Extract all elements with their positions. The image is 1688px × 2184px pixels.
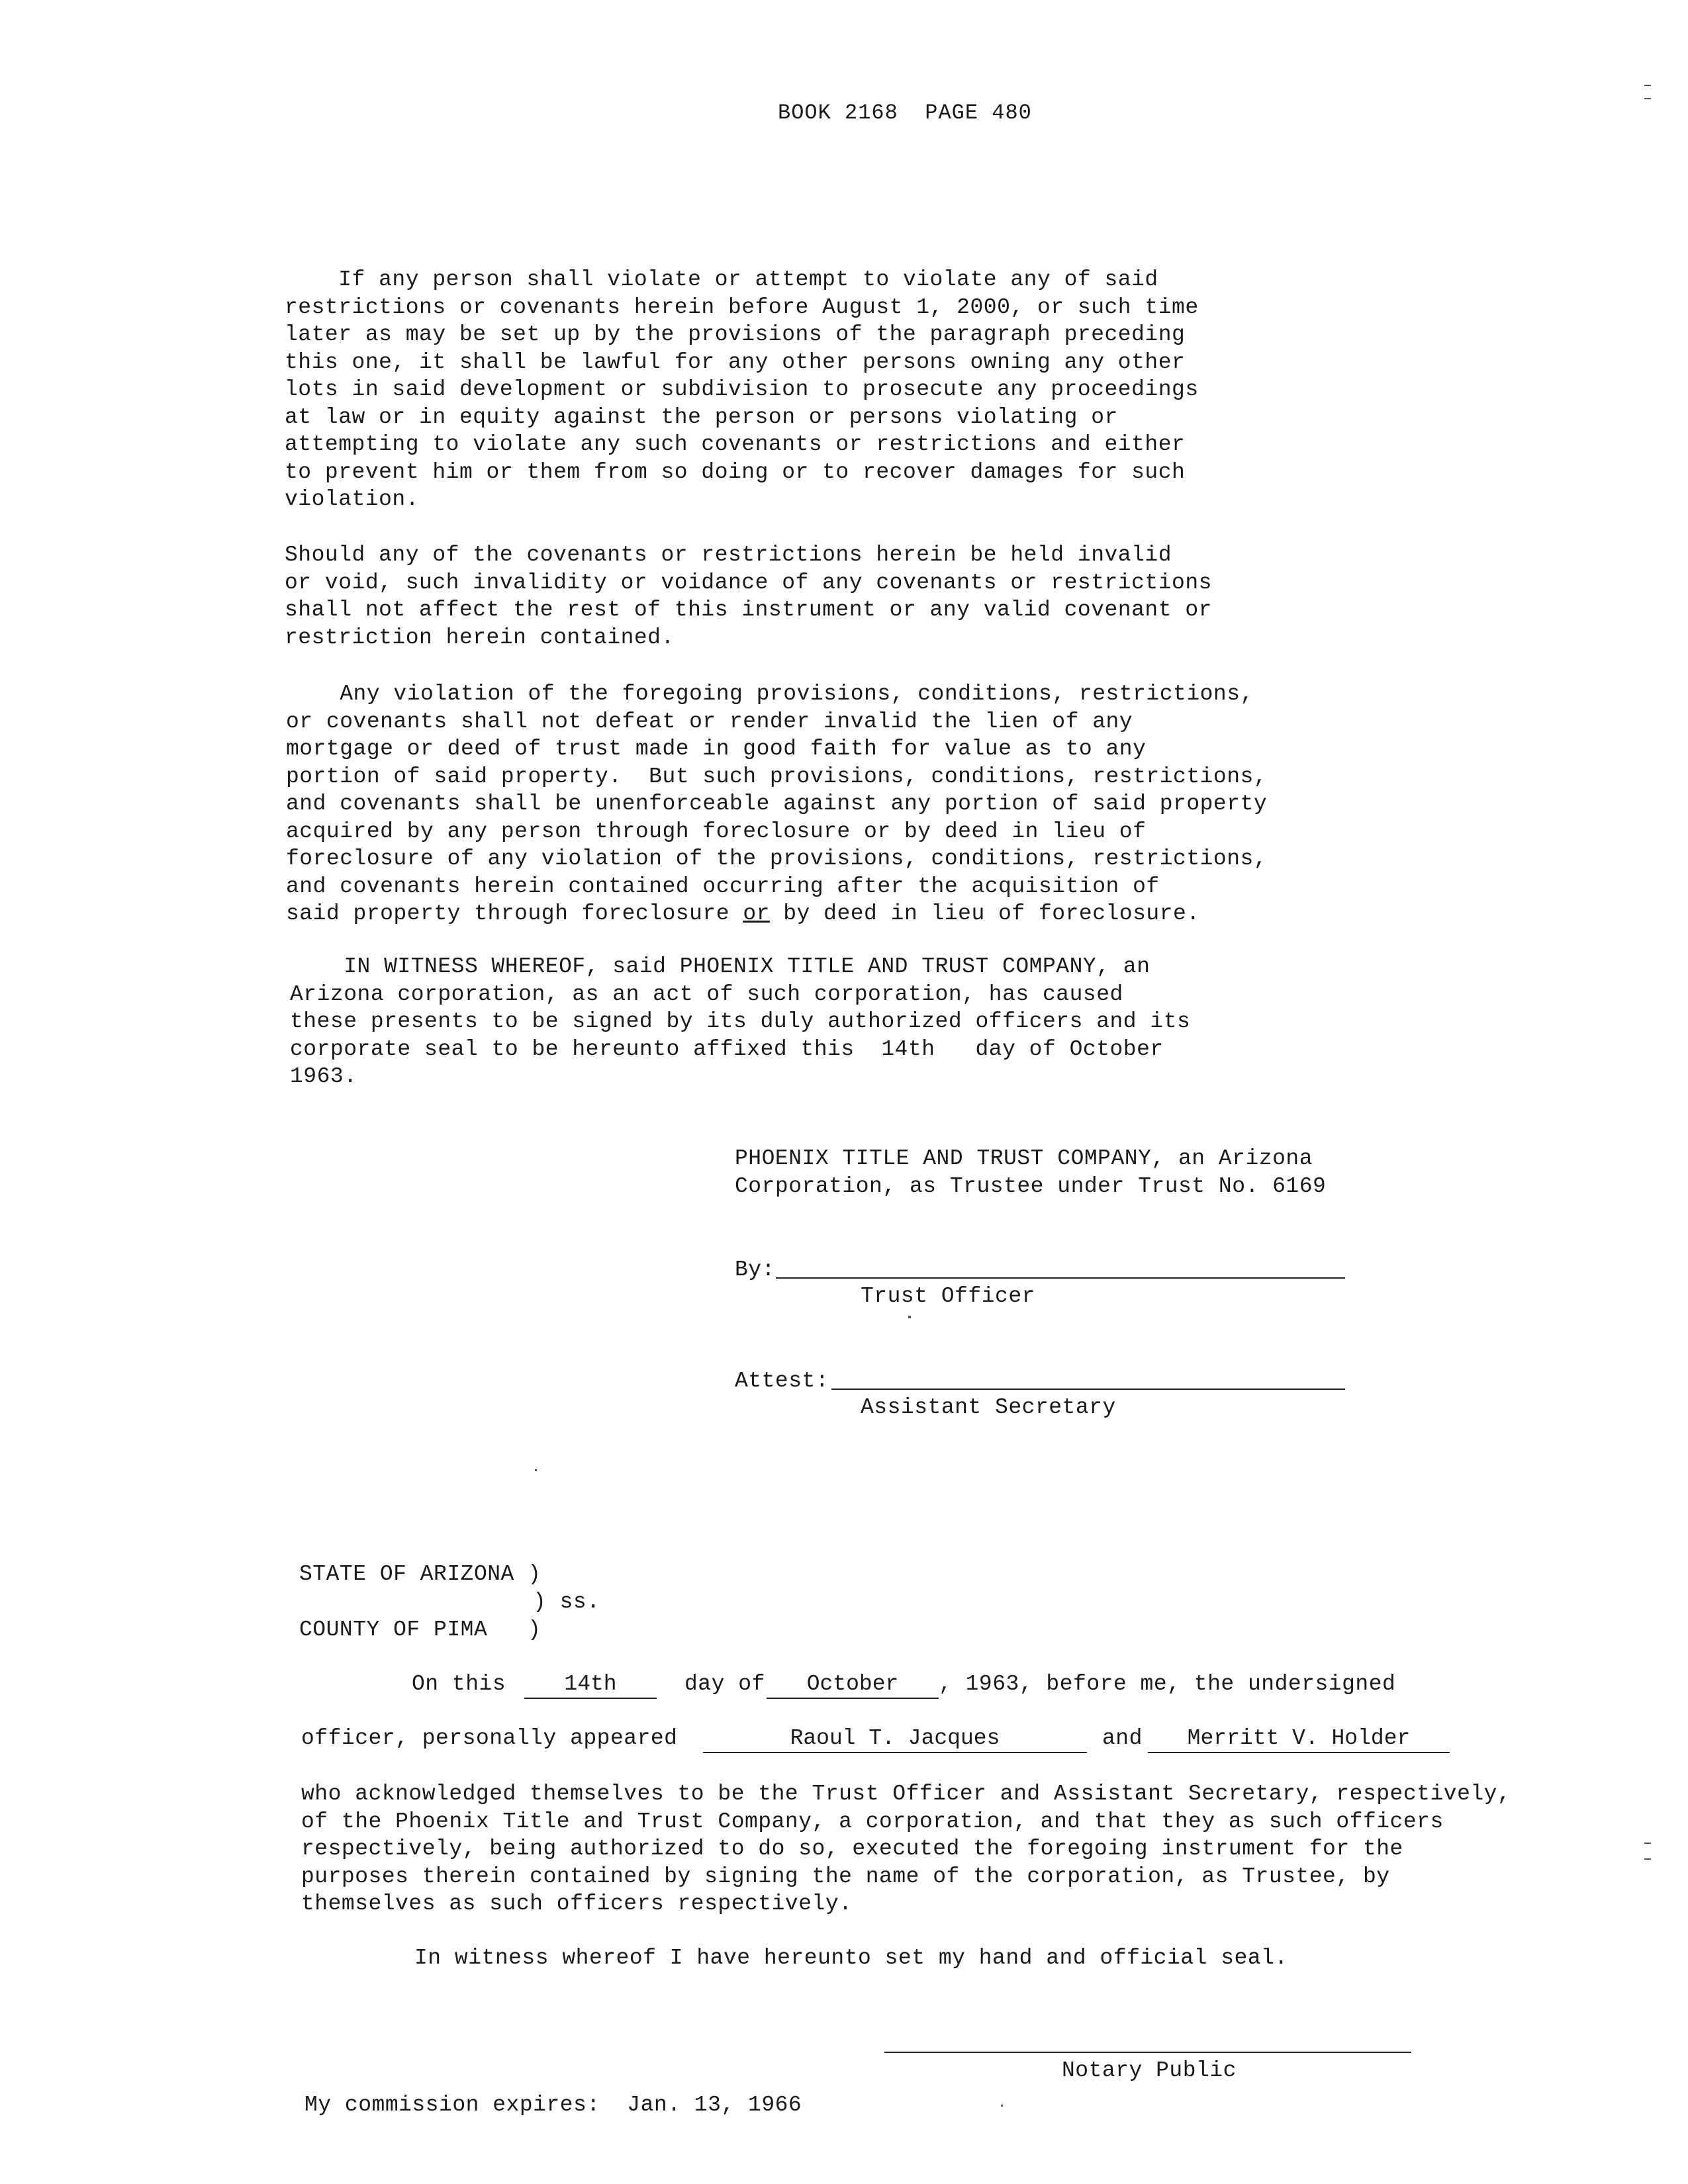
- paragraph-line: Should any of the covenants or restrictions herein be held invalid: [285, 543, 1172, 567]
- company-block: [735, 1145, 1326, 1200]
- page-number: 480: [992, 101, 1032, 125]
- book-number: 2168: [845, 101, 898, 125]
- scan-speck: [535, 1469, 537, 1471]
- paragraph-line: portion of said property. But such provisions, conditions, restrictions,: [286, 764, 1268, 789]
- person2-fill: Merritt V. Holder: [1148, 1725, 1450, 1753]
- paragraph-line: to prevent him or them from so doing or to recover damages for such: [285, 459, 1186, 484]
- scan-speck: [1644, 98, 1651, 99]
- acknowledgment-line: of the Phoenix Title and Trust Company, a corporation, and that they as such officers: [301, 1809, 1444, 1834]
- day-fill: 14th: [524, 1670, 657, 1699]
- paragraph-line: lots in said development or subdivision to prosecute any proceedings: [285, 377, 1199, 402]
- paragraph-line: at law or in equity against the person or persons violating or: [285, 404, 1118, 430]
- paragraph-violation: [285, 266, 1199, 514]
- paragraph-line: this one, it shall be lawful for any other persons owning any other: [285, 349, 1186, 375]
- acknowledgment-line: purposes therein contained by signing the name of the corporation, as Trustee, by: [301, 1864, 1390, 1889]
- paragraph-line: If any person shall violate or attempt to violate any of said: [285, 267, 1158, 292]
- day-of-text: day of: [684, 1672, 765, 1696]
- paragraph-line: restrictions or covenants herein before August 1, 2000, or such time: [285, 295, 1199, 320]
- paragraph-severability: [285, 541, 1212, 651]
- paragraph-line: restriction herein contained.: [285, 625, 675, 650]
- paragraph-mortgage: [286, 680, 1267, 928]
- paragraph-line: shall not affect the rest of this instrument or any valid covenant or: [285, 598, 1212, 622]
- venue-state: STATE OF ARIZONA ): [299, 1562, 541, 1586]
- paragraph-line: later as may be set up by the provisions of the paragraph preceding: [285, 322, 1186, 347]
- acknowledgment-line: themselves as such officers respectively.: [301, 1891, 853, 1916]
- assistant-secretary-label: Assistant Secretary: [861, 1395, 1116, 1420]
- text-run: said property through foreclosure: [286, 901, 743, 926]
- paragraph-line: violation.: [285, 487, 420, 512]
- paragraph-line: mortgage or deed of trust made in good faith for value as to any: [286, 737, 1147, 761]
- person1-fill: Raoul T. Jacques: [703, 1725, 1087, 1753]
- paragraph-line: acquired by any person through foreclosure or by deed in lieu of: [286, 819, 1147, 844]
- page-label: PAGE: [925, 101, 979, 125]
- paragraph-witness-whereof: [290, 953, 1190, 1091]
- paragraph-line: or covenants shall not defeat or render invalid the lien of any: [286, 709, 1133, 734]
- commission-date: Jan. 13, 1966: [627, 2093, 802, 2117]
- paragraph-line: Arizona corporation, as an act of such corporation, has caused: [290, 981, 1123, 1007]
- scan-speck: [1644, 85, 1651, 86]
- paragraph-line: attempting to violate any such covenants or restrictions and either: [285, 432, 1186, 457]
- company-line: Corporation, as Trustee under Trust No. 6169: [735, 1173, 1327, 1199]
- book-label: BOOK: [778, 101, 831, 125]
- by-label: By:: [735, 1257, 775, 1282]
- acknowledgment-line: respectively, being authorized to do so, executed the foregoing instrument for the: [301, 1837, 1403, 1861]
- paragraph-line: or void, such invalidity or voidance of any covenants or restrictions: [285, 570, 1212, 595]
- witness-seal-text: In witness whereof I have hereunto set my hand and official seal.: [414, 1946, 1288, 1970]
- commission-label: My commission expires:: [305, 2093, 600, 2117]
- on-this-text: On this: [412, 1672, 506, 1696]
- notary-public-label: Notary Public: [1062, 2058, 1237, 2083]
- paragraph-line: 1963.: [290, 1064, 357, 1089]
- paragraph-line-last: [286, 900, 1267, 928]
- attest-label: Attest:: [735, 1369, 829, 1393]
- paragraph-line: and covenants herein contained occurring after the acquisition of: [286, 874, 1160, 899]
- trust-officer-signature-line: [776, 1277, 1345, 1279]
- scan-speck: [1001, 2105, 1003, 2107]
- and-text: and: [1102, 1726, 1143, 1751]
- paragraph-line: IN WITNESS WHEREOF, said PHOENIX TITLE AND TRUST COMPANY, an: [290, 954, 1150, 979]
- scan-speck: [908, 1316, 911, 1318]
- book-page-header: [778, 101, 1032, 125]
- paragraph-line: corporate seal to be hereunto affixed this 14th day of October: [290, 1036, 1164, 1062]
- company-line: PHOENIX TITLE AND TRUST COMPANY, an Arizona: [735, 1146, 1313, 1171]
- trust-officer-label: Trust Officer: [861, 1284, 1035, 1308]
- venue-ss: ) ss.: [533, 1590, 600, 1614]
- text-run: by deed in lieu of foreclosure.: [769, 901, 1200, 926]
- underlined-word: or: [743, 901, 770, 926]
- venue-county: COUNTY OF PIMA ): [299, 1617, 541, 1642]
- paragraph-line: these presents to be signed by its duly authorized officers and its: [290, 1009, 1191, 1034]
- notary-signature-line: [884, 2052, 1411, 2053]
- acknowledgment-line: who acknowledged themselves to be the Trust Officer and Assistant Secretary, respectively,: [301, 1782, 1511, 1806]
- assistant-secretary-signature-line: [831, 1388, 1345, 1390]
- year-text: , 1963, before me, the undersigned: [939, 1672, 1396, 1696]
- acknowledgment-body: [301, 1780, 1511, 1918]
- scan-speck: [1644, 1843, 1651, 1844]
- month-fill: October: [767, 1670, 939, 1699]
- scan-speck: [1644, 1858, 1651, 1860]
- commission-expires: [305, 2091, 802, 2118]
- paragraph-line: foreclosure of any violation of the provisions, conditions, restrictions,: [286, 846, 1268, 871]
- paragraph-line: and covenants shall be unenforceable against any portion of said property: [286, 792, 1268, 816]
- paragraph-line: Any violation of the foregoing provisions, conditions, restrictions,: [286, 682, 1254, 706]
- officer-appeared-text: officer, personally appeared: [301, 1726, 678, 1751]
